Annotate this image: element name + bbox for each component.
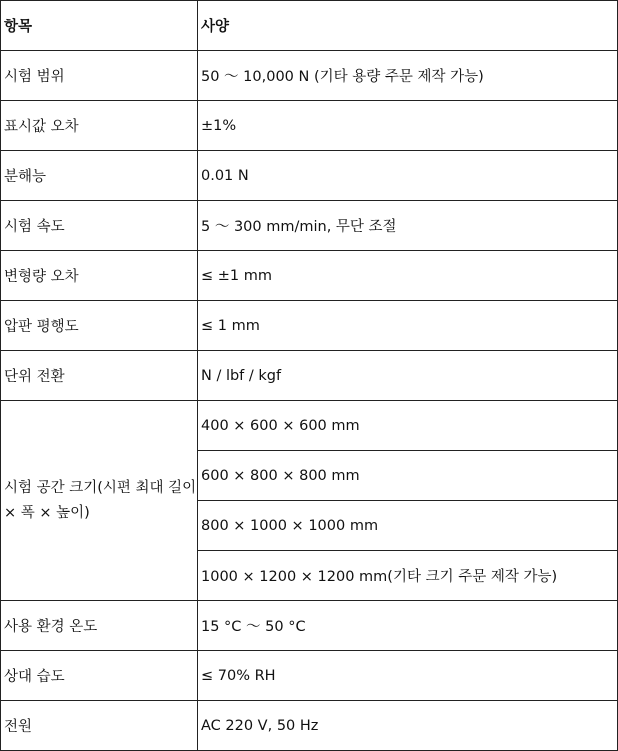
- table-row: [1, 51, 618, 101]
- spec-cell: 400 × 600 × 600 mm: [198, 401, 618, 451]
- spec-cell: 1000 × 1200 × 1200 mm(기타 크기 주문 제작 가능): [198, 551, 618, 601]
- spec-cell: ≤ 70% RH: [198, 651, 618, 701]
- header-spec: 사양: [198, 1, 618, 51]
- spec-cell: 0.01 N: [198, 151, 618, 201]
- item-cell: 표시값 오차: [1, 101, 198, 151]
- spec-cell: N / lbf / kgf: [198, 351, 618, 401]
- item-cell: 사용 환경 온도: [1, 601, 198, 651]
- space-item-cell: 시험 공간 크기(시편 최대 길이 × 폭 × 높이): [1, 401, 198, 601]
- spec-cell: ≤ 1 mm: [198, 301, 618, 351]
- item-cell: 압판 평행도: [1, 301, 198, 351]
- spec-cell: 5 ～ 300 mm/min, 무단 조절: [198, 201, 618, 251]
- table-row: [1, 151, 618, 201]
- table-header-row: [1, 1, 618, 51]
- item-cell: 분해능: [1, 151, 198, 201]
- item-cell: 전원: [1, 701, 198, 751]
- spec-cell: AC 220 V, 50 Hz: [198, 701, 618, 751]
- item-cell: 상대 습도: [1, 651, 198, 701]
- item-cell: 시험 속도: [1, 201, 198, 251]
- table-row: [1, 101, 618, 151]
- spec-cell: ±1%: [198, 101, 618, 151]
- table-row: [1, 701, 618, 751]
- table-row: [1, 601, 618, 651]
- spec-cell: ≤ ±1 mm: [198, 251, 618, 301]
- item-cell: 변형량 오차: [1, 251, 198, 301]
- table-row: [1, 651, 618, 701]
- spec-cell: 800 × 1000 × 1000 mm: [198, 501, 618, 551]
- table-row: [1, 301, 618, 351]
- spec-cell: 15 °C ～ 50 °C: [198, 601, 618, 651]
- table-row: [1, 351, 618, 401]
- item-cell: 단위 전환: [1, 351, 198, 401]
- spec-cell: 600 × 800 × 800 mm: [198, 451, 618, 501]
- item-cell: 시험 범위: [1, 51, 198, 101]
- table-row: [1, 251, 618, 301]
- spec-cell: 50 ～ 10,000 N (기타 용량 주문 제작 가능): [198, 51, 618, 101]
- table-row: [1, 201, 618, 251]
- table-row: [1, 401, 618, 451]
- header-item: 항목: [1, 1, 198, 51]
